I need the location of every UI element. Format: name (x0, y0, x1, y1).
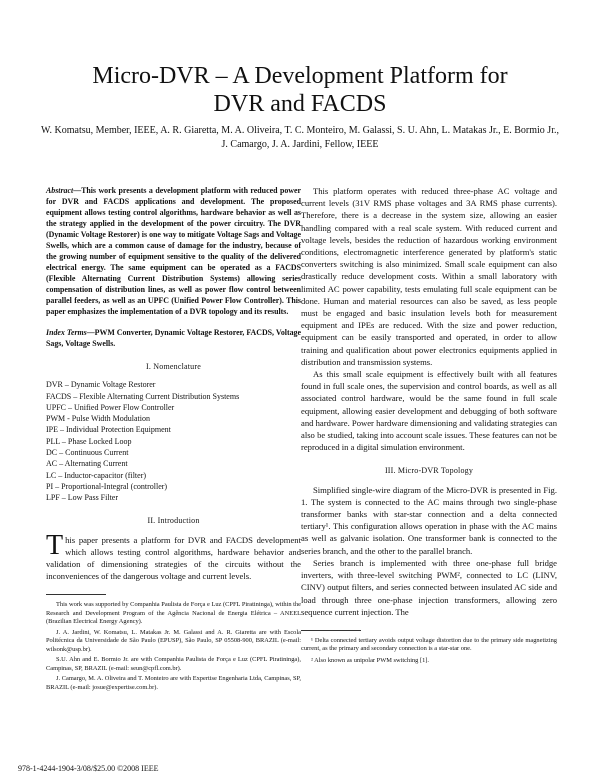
abstract (46, 185, 301, 317)
list-item: FACDS – Flexible Alternating Current Distribution Systems (46, 391, 240, 401)
abstract-lead: Abstract (46, 186, 74, 195)
abstract-text: —This work presents a development platform with reduced power for DVR and FACDS applications and development. The proposed equipment allows testing control algorithms, hardware behavior as well as the strategy applied in the development of the power circuitry. The DVR (Dynamic Voltage Restorer) is one way to mitigate Voltage Sags and Voltage Swells, which are a common cause of damage for the industry, because of the growing number of equipment sensitive to the quality of the delivered electrical energy. The same equipment can be operated as a FACDS (Flexible Alternating Current Distribution Systems) allowing series compensation of distribution lines, as well as power flow control between parallel feeders, as well as an UPFC (Unified Power Flow Controller). This paper emphasizes the implementation of a DVR topology and its results. (46, 186, 301, 316)
footnote: S.U. Ahn and E. Bormio Jr. are with Companhia Paulista de Força e Luz (CPFL Piratininga), Campinas, SP, BRAZIL (e-mail: seun@cpfl.com.br). (46, 656, 301, 672)
list-item: UPFC – Unified Power Flow Controller (46, 402, 175, 412)
footnote: J. A. Jardini, W. Komatsu, L. Matakas Jr. M. Galassi and A. R. Giaretta are with Escola Politécnica da Universidade de São Paulo (EPUSP), São Paulo, SP 05508-900, BRAZIL (e-mail: wilsonk@usp.br). (46, 628, 301, 653)
footnote-divider (46, 594, 106, 595)
copyright-notice: 978-1-4244-1904-3/08/$25.00 ©2008 IEEE (18, 764, 159, 773)
section-heading-topology: III. Micro-DVR Topology (384, 466, 474, 476)
section-heading-nomenclature: I. Nomenclature (146, 362, 201, 371)
body-paragraph: Series branch is implemented with three one-phase full bridge inverters, with three-level switching PWM², connected to LC (LINV, CINV) output filters, and series connected between insulated AC side and load through three one-phase injection transformers, allowing zero sequence current injection. The (301, 557, 557, 617)
list-item: PLL – Phase Locked Loop (46, 436, 132, 446)
title-line-2: DVR and FACDS (213, 91, 387, 117)
left-column (46, 185, 301, 694)
body-paragraph: This platform operates with reduced three-phase AC voltage and current levels (31V RMS phase voltages and 3A RMS phase currents). Therefore, there is a decrease in the system size, allowing an easier handling compared with a real scale system. With reduced current and voltage levels, besides the reduction of hazardous working environment conditions, electromagnetic interference generated by platform's static converters switching is also minimized. Small scale equipment can also drastically reduce development costs. Within a small laboratory with limited AC power capability, tests emulating full scale equipment can be done. Human and material resources can also be saved, as less people must be engaged and basic insulation levels both for measurement equipment and IPEs are reduced. With the size and power reduction, equipment can be easily transported and operated, in order to allow training and qualification about power electronics equipments applied in distribution and transmission systems. (301, 186, 557, 367)
drop-cap: T (46, 529, 64, 561)
paper-title (0, 62, 600, 118)
list-item: DVR – Dynamic Voltage Restorer (46, 380, 156, 390)
list-item: PWM - Pulse Width Modulation (46, 414, 150, 424)
footnote-divider (301, 630, 361, 631)
footnote: ¹ Delta connected tertiary avoids output voltage distortion due to the primary side magnetizing current, as the primary and secondary connection is a star-star one. (301, 636, 557, 653)
list-item: AC – Alternating Current (46, 459, 128, 469)
right-column (301, 185, 557, 668)
list-item: PI – Proportional-Integral (controller) (46, 481, 168, 491)
footnote: This work was supported by Companhia Paulista de Força e Luz (CPFL Piratininga), within the Research and Development Program of the Agência Nacional de Energia Elétrica – ANEEL (Brazilian Electrical Energy Agency). (46, 601, 301, 626)
list-item: LPF – Low Pass Filter (46, 493, 119, 503)
index-terms (46, 327, 301, 349)
index-terms-text: —PWM Converter, Dynamic Voltage Restorer, FACDS, Voltage Sags, Voltage Swells. (46, 328, 301, 348)
list-item: IPE – Individual Protection Equipment (46, 425, 171, 435)
intro-text: his paper presents a platform for DVR and FACDS development which allows testing control algorithms, hardware behavior and validation of dimensioning strategies of the circuits without the inconveniences of the dangerous voltage and current levels. (46, 534, 301, 582)
section-heading-introduction: II. Introduction (147, 516, 200, 526)
footnote: J. Camargo, M. A. Oliveira and T. Monteiro are with Expertise Engenharia Ltda, Campinas, SP, BRAZIL (e-mail: josue@expertise.com.br). (46, 675, 301, 691)
body-paragraph: Simplified single-wire diagram of the Micro-DVR is presented in Fig. 1. The system is connected to the AC mains through two single-phase transformer banks with star-star connection and a delta connected tertiary¹. This configuration allows operation in phase with the AC mains as well as galvanic isolation. One transformer bank is connected to the series branch, and the other to the parallel branch. (301, 484, 557, 556)
list-item: LC – Inductor-capacitor (filter) (46, 470, 147, 480)
title-line-1: Micro-DVR – A Development Platform for (92, 63, 508, 89)
author-list: W. Komatsu, Member, IEEE, A. R. Giaretta, M. A. Oliveira, T. C. Monteiro, M. Galassi, S. U. Ahn, L. Matakas Jr., E. Bormio Jr., J. Camargo, J. A. Jardini, Fellow, IEEE (41, 125, 559, 150)
nomenclature-list (46, 379, 301, 503)
intro-paragraph (46, 529, 301, 583)
footnote: ² Also known as unipolar PWM switching [1]. (311, 656, 430, 664)
index-terms-lead: Index Terms (46, 328, 87, 337)
body-paragraph: As this small scale equipment is effectively built with all features found in full scale ones, the supervision and control boards, as well as all associated control hardware, would be the same found in full scale equipment, allowing easier development and debugging of both software and hardware. Power hardware dimensioning and validating strategies can also be studied, taking into account scale issues. These features can not be reproduced in a digital simulation environment. (301, 369, 557, 453)
list-item: DC – Continuous Current (46, 447, 129, 457)
